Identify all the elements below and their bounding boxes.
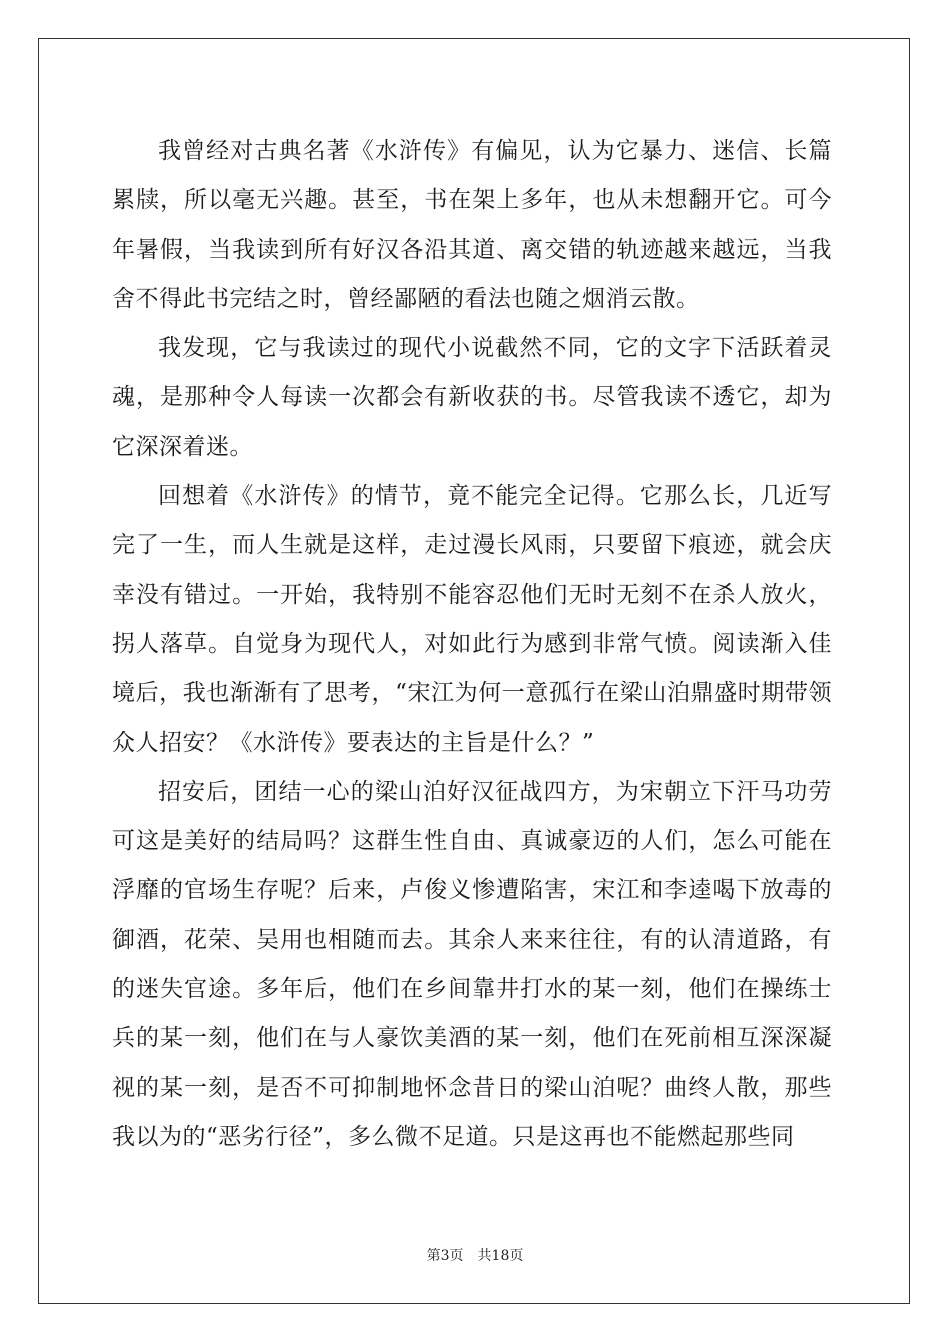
- page-number-total: 共18页: [477, 1248, 524, 1264]
- paragraph-2: 我发现，它与我读过的现代小说截然不同，它的文字下活跃着灵魂，是那种令人每读一次都会有新收获的书。尽管我读不透它，却为它深深着迷。: [112, 335, 832, 460]
- page-number-current: 第3页: [426, 1248, 464, 1264]
- paragraph-4: 招安后，团结一心的梁山泊好汉征战四方，为宋朝立下汗马功劳可这是美好的结局吗？这群生性自由、真诚豪迈的人们，怎么可能在浮靡的官场生存呢？后来，卢俊义惨遭陷害，宋江和李逵喝下放毒的御酒，花荣、吴用也相随而去。其余人来来往往，有的认清道路，有的迷失官途。多年后，他们在乡间靠井打水的某一刻，他们在操练士兵的某一刻，他们在与人豪饮美酒的某一刻，他们在死前相互深深凝视的某一刻，是否不可抑制地怀念昔日的梁山泊呢？曲终人散，那些我以为的“恶劣行径”，多么微不足道。只是这再也不能燃起那些同: [112, 778, 832, 1150]
- paragraph-1: 我曾经对古典名著《水浒传》有偏见，认为它暴力、迷信、长篇累牍，所以毫无兴趣。甚至，书在架上多年，也从未想翻开它。可今年暑假，当我读到所有好汉各沿其道、离交错的轨迹越来越远，当我舍不得此书完结之时，曾经鄙陋的看法也随之烟消云散。: [112, 138, 832, 312]
- document-body: [112, 127, 832, 1162]
- paragraph-3: 回想着《水浒传》的情节，竟不能完全记得。它那么长，几近写完了一生，而人生就是这样，走过漫长风雨，只要留下痕迹，就会庆幸没有错过。一开始，我特别不能容忍他们无时无刻不在杀人放火，拐人落草。自觉身为现代人，对如此行为感到非常气愤。阅读渐入佳境后，我也渐渐有了思考，“宋江为何一意孤行在梁山泊鼎盛时期带领众人招安？《水浒传》要表达的主旨是什么？”: [112, 483, 832, 756]
- page-footer: [0, 1245, 950, 1265]
